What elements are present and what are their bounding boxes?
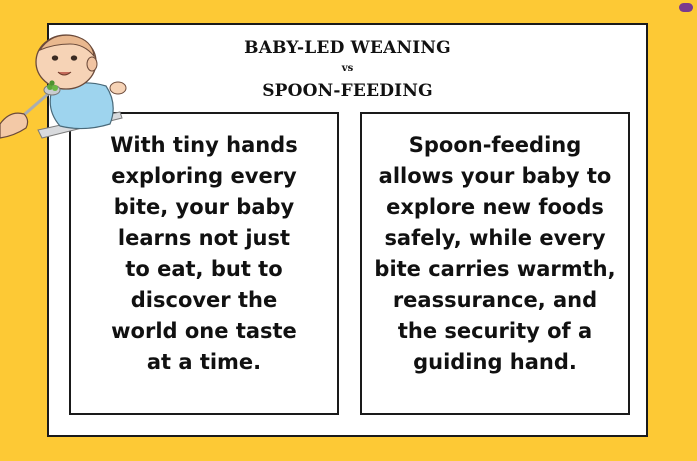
- title-baby-led-weaning: BABY-LED WEANING: [244, 38, 451, 58]
- baby-illustration: [0, 28, 140, 150]
- baby-led-weaning-text: With tiny hands exploring every bite, your baby learns not just to eat, but to discover the world one taste at a time.: [110, 133, 298, 374]
- baby-led-weaning-panel: [69, 112, 339, 415]
- title-vs: vs: [341, 63, 354, 74]
- spoon-feeding-text: Spoon-feeding allows your baby to explore new foods safely, while every bite carries warmth, reassurance, and the security of a guiding hand.: [374, 133, 616, 374]
- spoon-feeding-panel: [360, 112, 630, 415]
- title-spoon-feeding: SPOON-FEEDING: [262, 81, 433, 101]
- brand-logo-badge: [679, 3, 693, 12]
